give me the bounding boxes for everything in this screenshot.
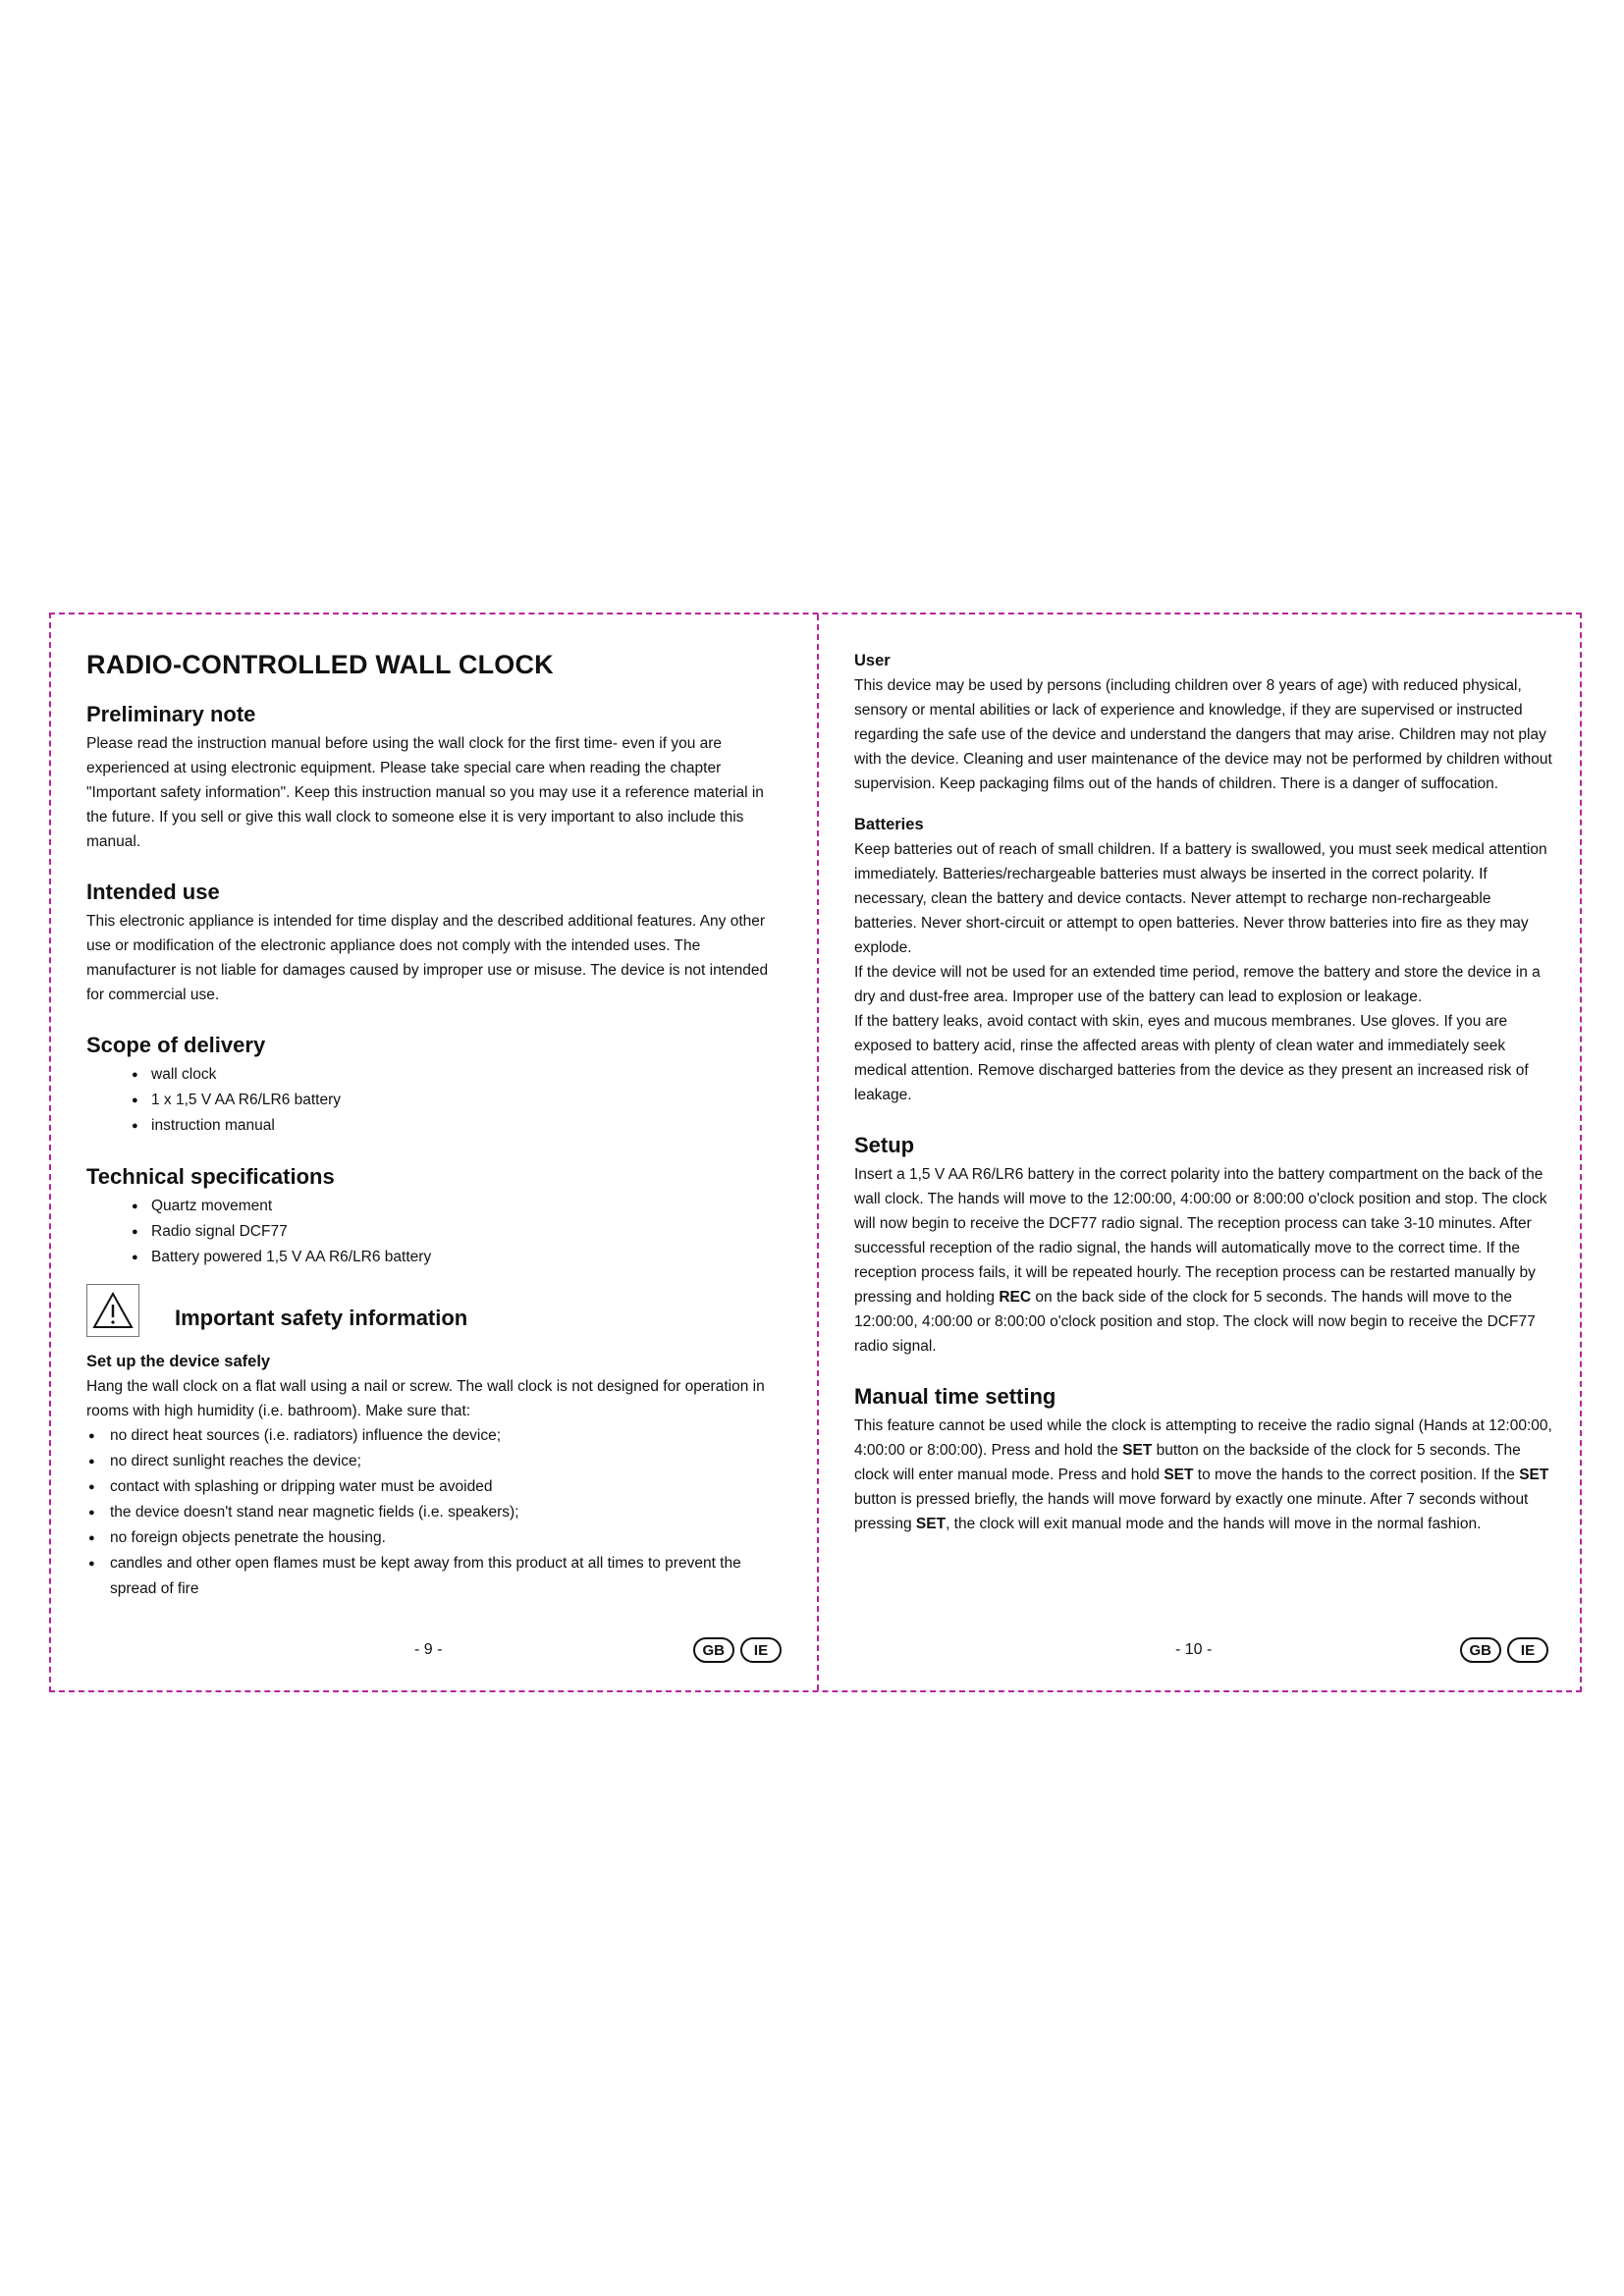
list-item: ● Battery powered 1,5 V AA R6/LR6 battery bbox=[132, 1245, 782, 1270]
section-set-up-safely bbox=[86, 1353, 782, 1602]
section-preliminary-note bbox=[86, 702, 782, 854]
manual-spread bbox=[49, 613, 1582, 1692]
heading-important-safety-information: Important safety information bbox=[175, 1306, 468, 1330]
page-left bbox=[51, 614, 817, 1690]
list-item: ● instruction manual bbox=[132, 1113, 782, 1139]
country-badge-ie: IE bbox=[740, 1637, 782, 1663]
list-item: ● Quartz movement bbox=[132, 1194, 782, 1219]
set-key-label: SET bbox=[1519, 1467, 1549, 1483]
heading-batteries: Batteries bbox=[854, 816, 924, 833]
list-item: ● wall clock bbox=[132, 1062, 782, 1088]
text-set-up-safely: Hang the wall clock on a flat wall using a nail or screw. The wall clock is not designed for operation in rooms with high humidity (i.e. bathroom). Make sure that: bbox=[86, 1378, 765, 1419]
heading-technical-specifications: Technical specifications bbox=[86, 1164, 335, 1189]
section-user bbox=[854, 652, 1553, 796]
text-user: This device may be used by persons (including children over 8 years of age) with reduced physical, sensory or mental abilities or lack of experience and knowledge, if they are supervised or instructed regarding the safe use of the device and understand the dangers that may arise. Children may not play with the device. Cleaning and user maintenance of the device may not be performed by children without supervision. Keep packaging films out of the hands of children. There is a danger of suffocation. bbox=[854, 677, 1552, 792]
warning-triangle-icon bbox=[86, 1284, 139, 1337]
page-right bbox=[819, 614, 1584, 1690]
section-technical-specifications bbox=[86, 1164, 782, 1270]
country-badge-ie: IE bbox=[1507, 1637, 1548, 1663]
heading-set-up-the-device-safely: Set up the device safely bbox=[86, 1353, 271, 1370]
text-manual-time-setting: This feature cannot be used while the clock is attempting to receive the radio signal (Hands at 12:00:00, 4:00:00 or 8:00:00). Press and hold the SET button on the backside of the clock for 5 seconds. The clock will enter manual mode. Press and hold SET to move the hands to the correct position. If the SET button is pressed briefly, the hands will move forward by exactly one minute. After 7 seconds without pressing SET, the clock will exit manual mode and the hands will move in the normal fashion. bbox=[854, 1417, 1552, 1532]
text-batteries-1: Keep batteries out of reach of small children. If a battery is swallowed, you must seek medical attention immediately. Batteries/rechargeable batteries must always be inserted in the correct polarity. If necessary, clean the battery and device contacts. Never attempt to recharge non-rechargeable batteries. Never short-circuit or attempt to open batteries. Never throw batteries into fire as they may explode. bbox=[854, 841, 1547, 956]
text-setup: Insert a 1,5 V AA R6/LR6 battery in the correct polarity into the battery compartment on the back of the wall clock. The hands will move to the 12:00:00, 4:00:00 or 8:00:00 o'clock position and stop. The clock will now begin to receive the DCF77 radio signal. The reception process can take 3-10 minutes. After successful reception of the radio signal, the hands will automatically move to the correct time. If the reception process fails, it will be repeated hourly. The reception process can be restarted manually by pressing and holding REC on the back side of the clock for 5 seconds. The hands will move to the 12:00:00, 4:00:00 or 8:00:00 o'clock position and stop. The clock will now begin to receive the DCF77 radio signal. bbox=[854, 1166, 1547, 1355]
specs-list bbox=[86, 1194, 782, 1270]
heading-scope-of-delivery: Scope of delivery bbox=[86, 1033, 266, 1057]
heading-user: User bbox=[854, 652, 891, 669]
section-batteries bbox=[854, 816, 1553, 1107]
country-badges bbox=[1460, 1637, 1549, 1663]
heading-manual-time-setting: Manual time setting bbox=[854, 1384, 1056, 1409]
list-item: ● candles and other open flames must be kept away from this product at all times to prevent the spread of fire bbox=[86, 1551, 782, 1602]
rec-key-label: REC bbox=[999, 1289, 1032, 1306]
text-intended-use: This electronic appliance is intended for time display and the described additional features. Any other use or modification of the electronic appliance does not comply with the intended uses. The manufacturer is not liable for damages caused by improper use or misuse. The device is not intended for commercial use. bbox=[86, 913, 769, 1003]
list-item: ● Radio signal DCF77 bbox=[132, 1219, 782, 1245]
heading-preliminary-note: Preliminary note bbox=[86, 702, 256, 726]
page-footer bbox=[51, 1637, 817, 1667]
page-footer bbox=[819, 1637, 1584, 1667]
text-batteries-3: If the battery leaks, avoid contact with skin, eyes and mucous membranes. Use gloves. If you are exposed to battery acid, rinse the affected areas with plenty of clean water and immediately seek medical attention. Remove discharged batteries from the device as they present an increased risk of leakage. bbox=[854, 1013, 1529, 1103]
list-item: ● contact with splashing or dripping water must be avoided bbox=[86, 1474, 782, 1500]
section-manual-time-setting bbox=[854, 1384, 1553, 1536]
country-badge-gb: GB bbox=[693, 1637, 735, 1663]
document-title: RADIO-CONTROLLED WALL CLOCK bbox=[86, 650, 554, 679]
text-batteries-2: If the device will not be used for an extended time period, remove the battery and store the device in a dry and dust-free area. Improper use of the battery can lead to explosion or leakage. bbox=[854, 964, 1541, 1005]
list-item: ● no foreign objects penetrate the housing. bbox=[86, 1525, 782, 1551]
page-number: - 9 - bbox=[414, 1641, 443, 1658]
set-key-label: SET bbox=[915, 1516, 947, 1532]
country-badge-gb: GB bbox=[1460, 1637, 1502, 1663]
list-item: ● no direct sunlight reaches the device; bbox=[86, 1449, 782, 1474]
section-setup bbox=[854, 1133, 1553, 1359]
list-item: ● 1 x 1,5 V AA R6/LR6 battery bbox=[132, 1088, 782, 1113]
set-key-label: SET bbox=[1164, 1467, 1194, 1483]
page-number: - 10 - bbox=[1175, 1641, 1213, 1658]
list-item: ● the device doesn't stand near magnetic fields (i.e. speakers); bbox=[86, 1500, 782, 1525]
section-scope-of-delivery bbox=[86, 1033, 782, 1139]
country-badges bbox=[693, 1637, 783, 1663]
list-item: ● no direct heat sources (i.e. radiators) influence the device; bbox=[86, 1423, 782, 1449]
heading-intended-use: Intended use bbox=[86, 880, 220, 904]
scope-list bbox=[86, 1062, 782, 1139]
safety-header bbox=[86, 1284, 782, 1337]
heading-setup: Setup bbox=[854, 1133, 915, 1157]
section-intended-use bbox=[86, 880, 782, 1007]
safety-list bbox=[86, 1423, 782, 1602]
set-key-label: SET bbox=[1122, 1442, 1153, 1459]
text-preliminary-note: Please read the instruction manual before using the wall clock for the first time- even if you are experienced at using electronic equipment. Please take special care when reading the chapter "Important safety information". Keep this instruction manual so you may use it a reference material in the future. If you sell or give this wall clock to someone else it is very important to also include this manual. bbox=[86, 735, 764, 850]
